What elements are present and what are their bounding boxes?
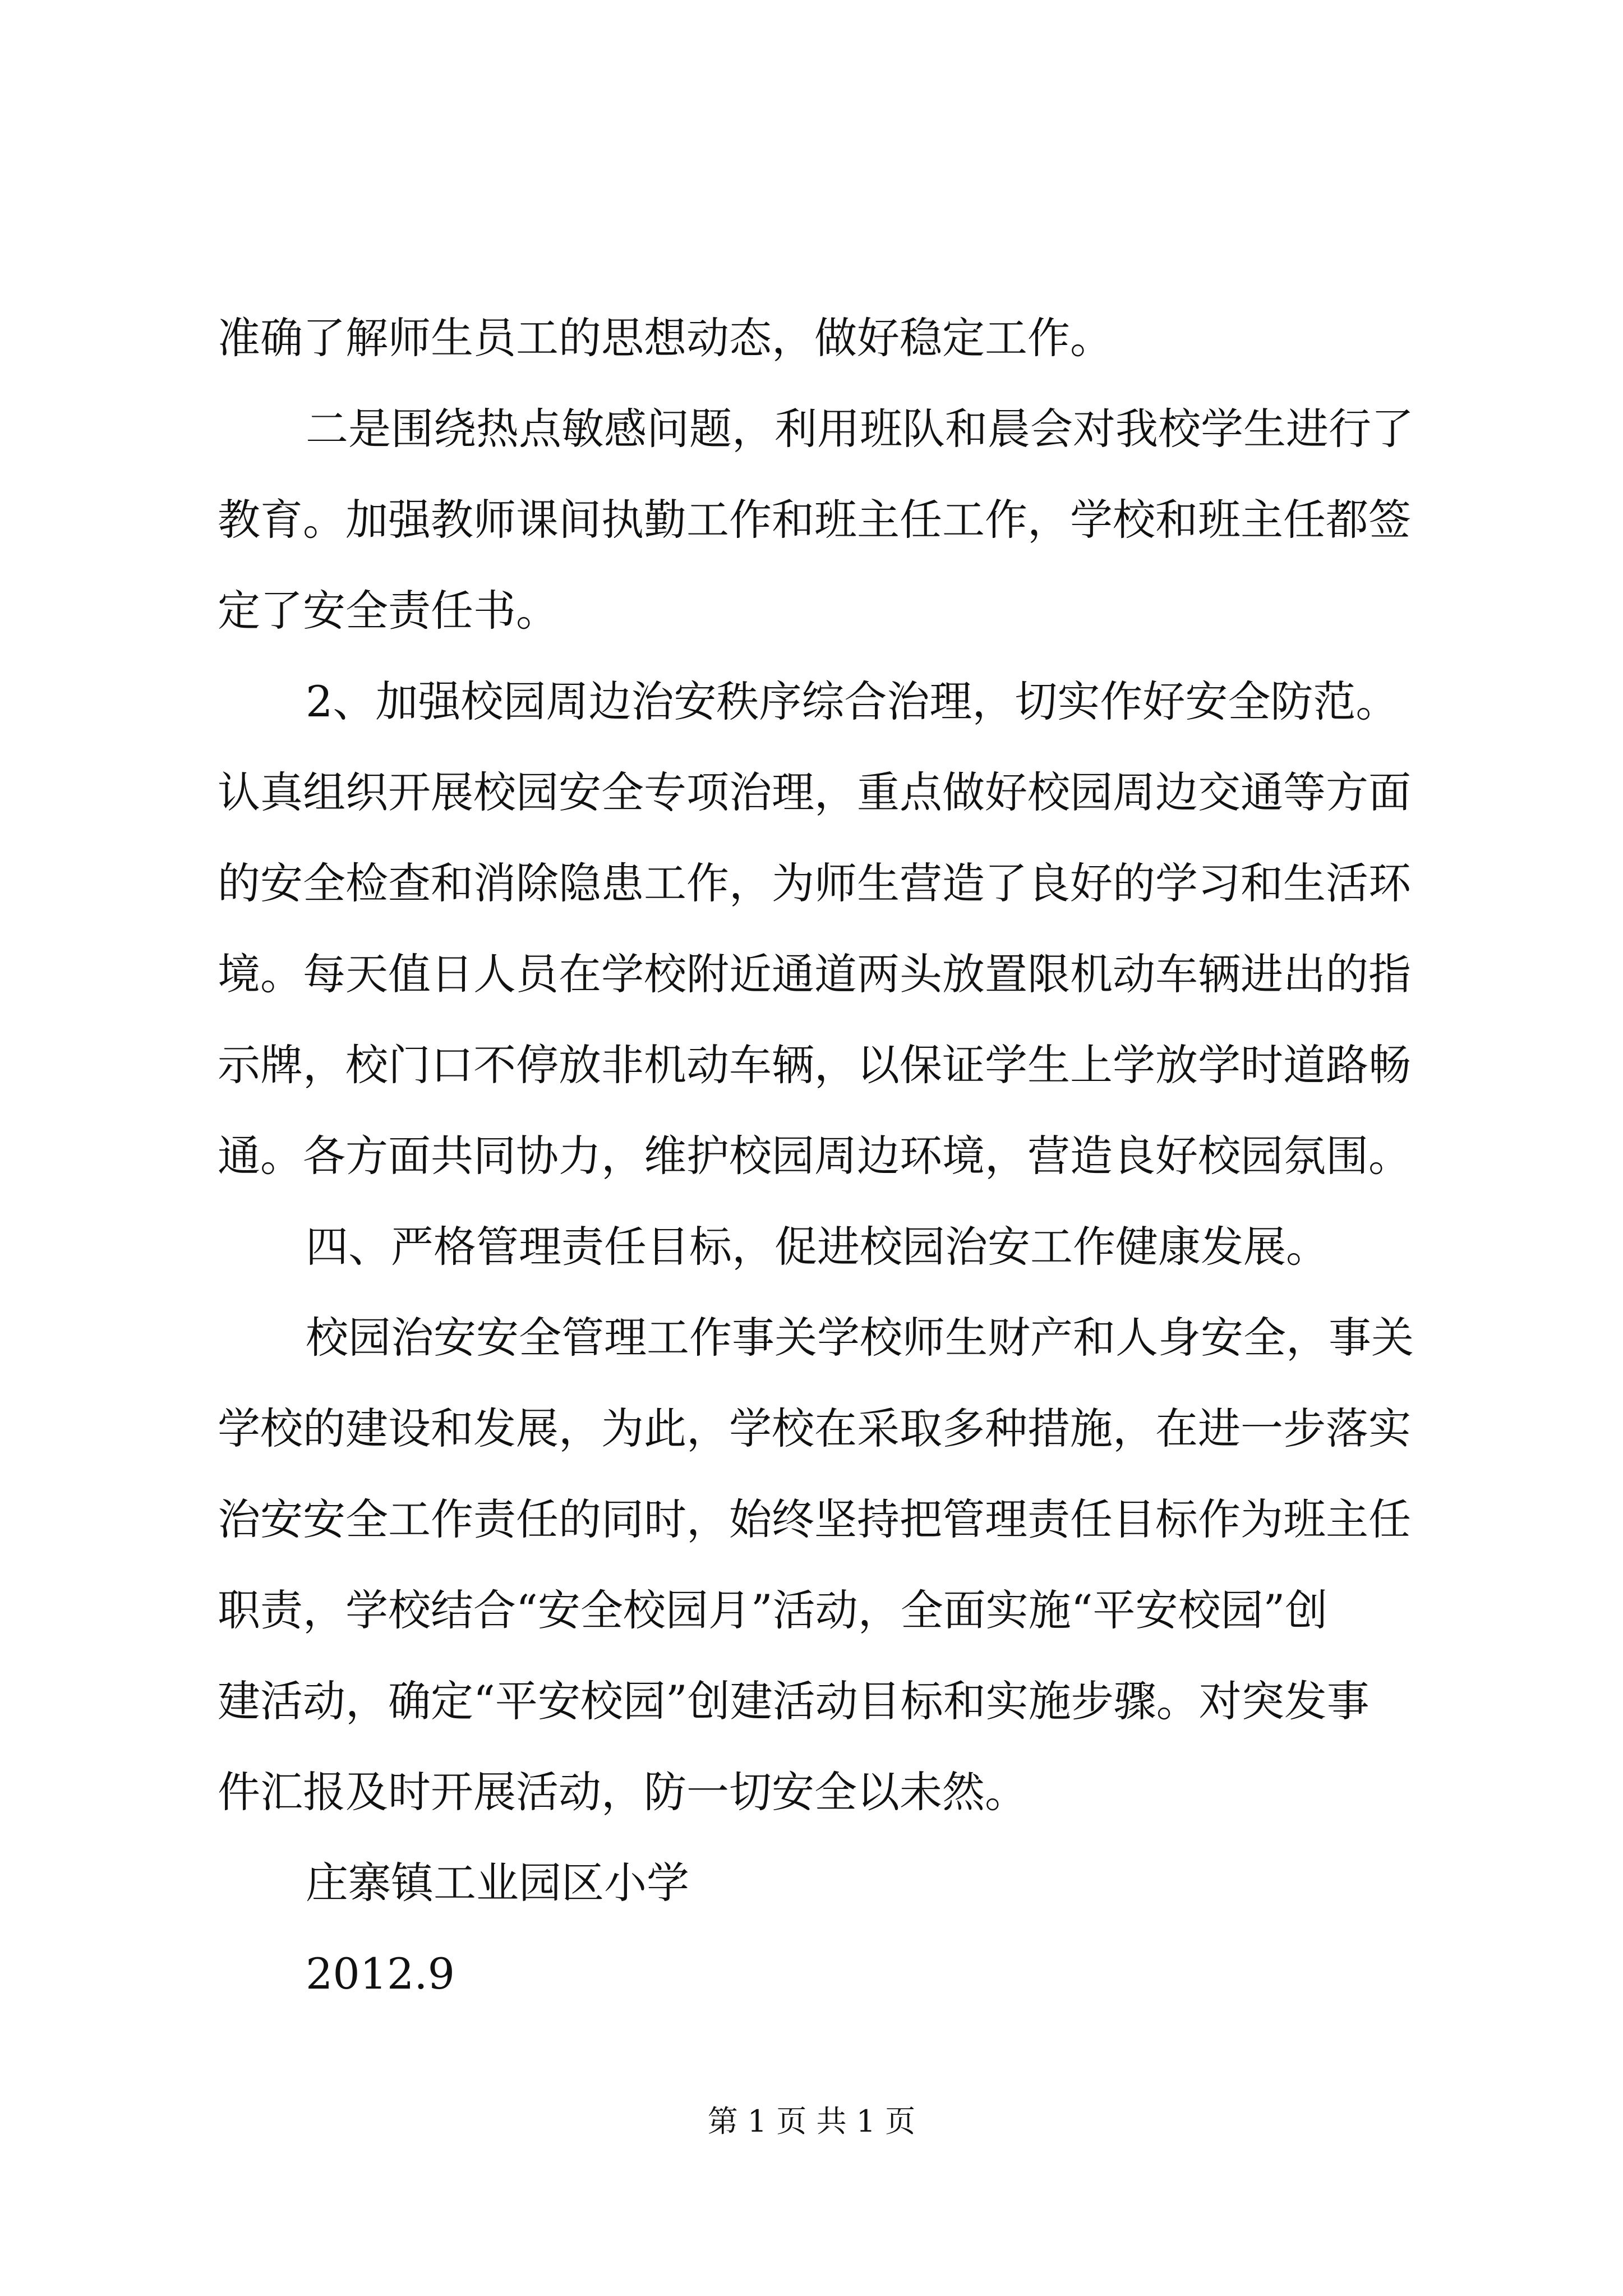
page-number-footer: 第 1 页 共 1 页	[707, 2104, 916, 2139]
text-line: 二是围绕热点敏感问题，利用班队和晨会对我校学生进行了	[306, 404, 1414, 454]
text-line: 认真组织开展校园安全专项治理，重点做好校园周边交通等方面	[218, 767, 1411, 817]
text-line: 学校的建设和发展，为此，学校在采取多种措施，在进一步落实	[218, 1404, 1411, 1453]
text-line: 准确了解师生员工的思想动态，做好稳定工作。	[218, 313, 1113, 363]
text-line: 定了安全责任书。	[218, 586, 559, 636]
text-line: 示牌，校门口不停放非机动车辆，以保证学生上学放学时道路畅	[218, 1040, 1411, 1090]
text-line: 件汇报及时开展活动，防一切安全以未然。	[218, 1767, 1027, 1817]
text-line: 治安安全工作责任的同时，始终坚持把管理责任目标作为班主任	[218, 1494, 1411, 1544]
text-line: 建活动，确定“平安校园”创建活动目标和实施步骤。对突发事	[218, 1676, 1370, 1726]
text-line: 四、严格管理责任目标，促进校园治安工作健康发展。	[306, 1222, 1329, 1272]
text-line: 境。每天值日人员在学校附近通道两头放置限机动车辆进出的指	[218, 949, 1411, 999]
text-line: 通。各方面共同协力，维护校园周边环境，营造良好校园氛围。	[218, 1131, 1411, 1181]
text-line: 教育。加强教师课间执勤工作和班主任工作，学校和班主任都签	[218, 495, 1411, 545]
text-line: 校园治安安全管理工作事关学校师生财产和人身安全，事关	[306, 1313, 1414, 1363]
signature-organization: 庄寨镇工业园区小学	[306, 1858, 689, 1908]
text-line: 的安全检查和消除隐患工作，为师生营造了良好的学习和生活环	[218, 858, 1411, 908]
signature-date: 2012.9	[306, 1949, 455, 1999]
text-line: 2、加强校园周边治安秩序综合治理，切实作好安全防范。	[306, 677, 1399, 726]
text-line: 职责，学校结合“安全校园月”活动，全面实施“平安校园”创	[218, 1585, 1328, 1635]
